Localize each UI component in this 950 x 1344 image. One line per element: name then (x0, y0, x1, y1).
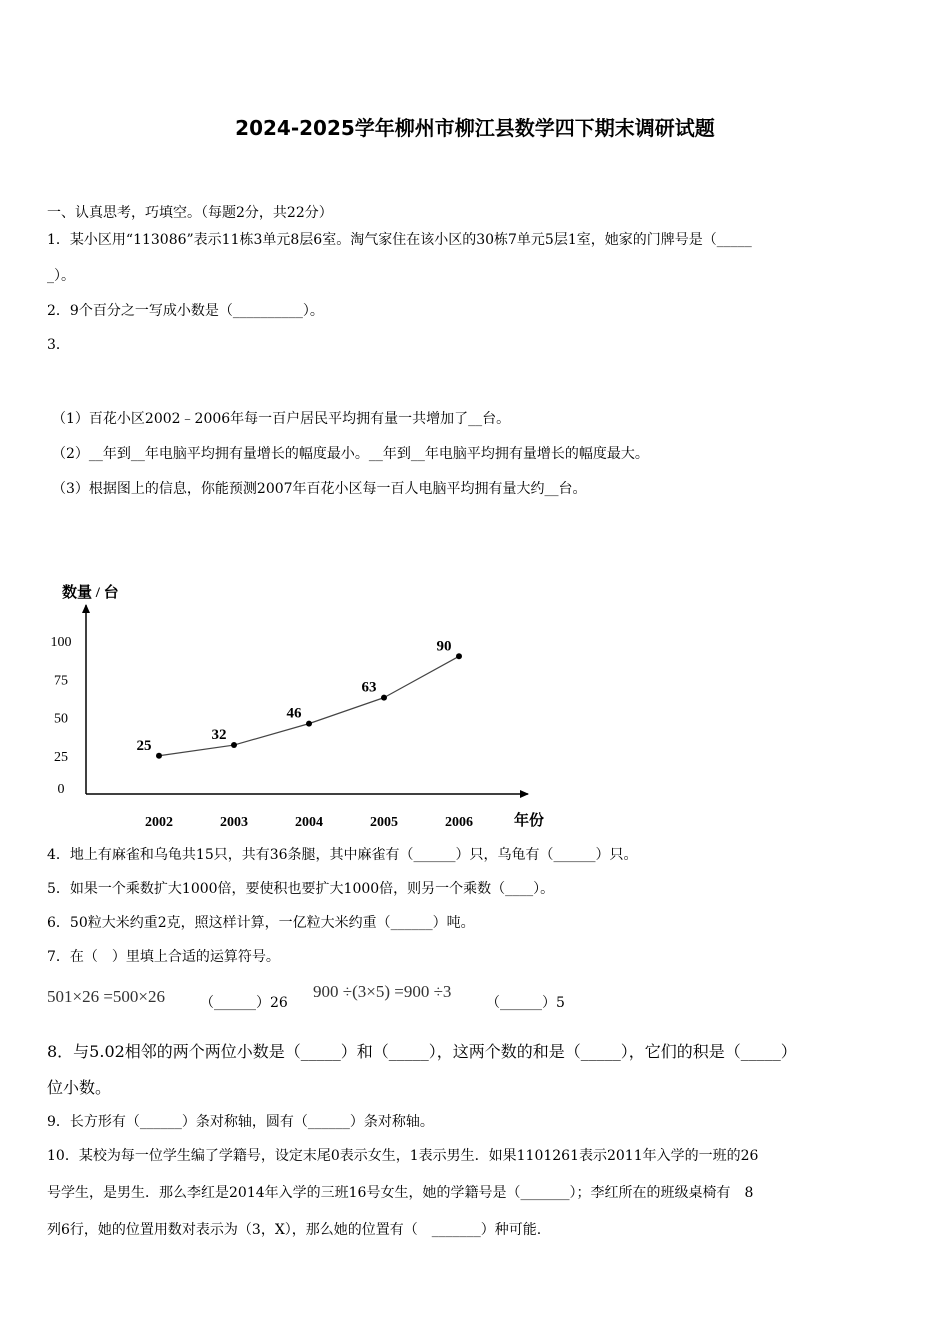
data-label: 90 (436, 638, 452, 655)
data-label: 46 (286, 705, 302, 722)
question-3-part-1: （1）百花小区2002﹣2006年每一百户居民平均拥有量一共增加了__台。 (52, 411, 511, 427)
x-tick-label: 2003 (220, 815, 248, 830)
data-point (381, 695, 387, 701)
y-tick-label: 25 (54, 749, 68, 765)
x-tick-label: 2005 (370, 815, 398, 830)
question-1-line-2: _）。 (47, 268, 75, 284)
question-3-part-2: （2）__年到__年电脑平均拥有量增长的幅度最小。__年到__年电脑平均拥有量增长的幅度最大。 (52, 446, 649, 462)
question-7-answer-1: （______）26 (200, 995, 288, 1011)
data-label: 32 (211, 727, 227, 744)
page-title: 2024-2025学年柳州市柳江县数学四下期末调研试题 (235, 116, 715, 140)
question-7-answer-2: （______）5 (486, 995, 565, 1011)
data-point (456, 653, 462, 659)
data-label: 25 (136, 737, 152, 754)
x-tick-label: 2002 (145, 815, 173, 830)
question-8-line-2: 位小数。 (47, 1078, 112, 1097)
series-line (159, 656, 459, 755)
question-10-line-3: 列6行，她的位置用数对表示为（3，X），那么她的位置有（ _______）种可能. (47, 1222, 542, 1238)
question-9: 9．长方形有（______）条对称轴，圆有（______）条对称轴。 (47, 1114, 434, 1130)
question-7-expression-2: 900 ÷(3×5) =900 ÷3 (313, 982, 452, 1001)
question-6: 6．50粒大米约重2克，照这样计算，一亿粒大米约重（______）吨。 (47, 915, 475, 931)
data-point (306, 721, 312, 727)
question-10-line-1: 10．某校为每一位学生编了学籍号，设定末尾0表示女生，1表示男生．如果1101261表示2011年入学的一班的26 (47, 1148, 759, 1164)
question-2: 2．9个百分之一写成小数是（__________）。 (47, 303, 324, 319)
line-chart (40, 575, 570, 837)
question-5: 5．如果一个乘数扩大1000倍，要使积也要扩大1000倍，则另一个乘数（____）。 (47, 881, 555, 897)
question-10-line-2: 号学生，是男生．那么李红是2014年入学的三班16号女生，她的学籍号是（_______）；李红所在的班级桌椅有 8 (47, 1185, 754, 1201)
question-8-line-1: 8．与5.02相邻的两个两位小数是（_____）和（_____），这两个数的和是（_____），它们的积是（_____） (47, 1042, 797, 1061)
y-tick-label: 75 (54, 673, 68, 689)
x-tick-label: 2004 (295, 815, 323, 830)
question-3-part-3: （3）根据图上的信息，你能预测2007年百花小区每一百人电脑平均拥有量大约__台。 (52, 481, 587, 497)
question-7-expression-1: 501×26 =500×26 (47, 987, 166, 1006)
data-point (156, 753, 162, 759)
section-heading: 一、认真思考，巧填空。（每题2分，共22分） (47, 205, 333, 221)
y-tick-label: 50 (54, 711, 68, 727)
data-point (231, 742, 237, 748)
x-tick-label: 2006 (445, 815, 473, 830)
y-tick-label: 100 (50, 635, 72, 650)
question-3: 3． (47, 337, 70, 353)
y-tick-label: 0 (57, 782, 65, 797)
data-label: 63 (361, 679, 377, 696)
x-axis-label: 年份 (514, 813, 545, 829)
question-4: 4．地上有麻雀和乌龟共15只，共有36条腿，其中麻雀有（______）只，乌龟有（______）只。 (47, 847, 638, 863)
question-7: 7．在（ ）里填上合适的运算符号。 (47, 949, 280, 965)
question-1-line-1: 1．某小区用“113086”表示11栋3单元8层6室。淘气家住在该小区的30栋7单元5层1室，她家的门牌号是（_____ (47, 232, 752, 248)
y-axis-label: 数量 / 台 (62, 585, 119, 601)
